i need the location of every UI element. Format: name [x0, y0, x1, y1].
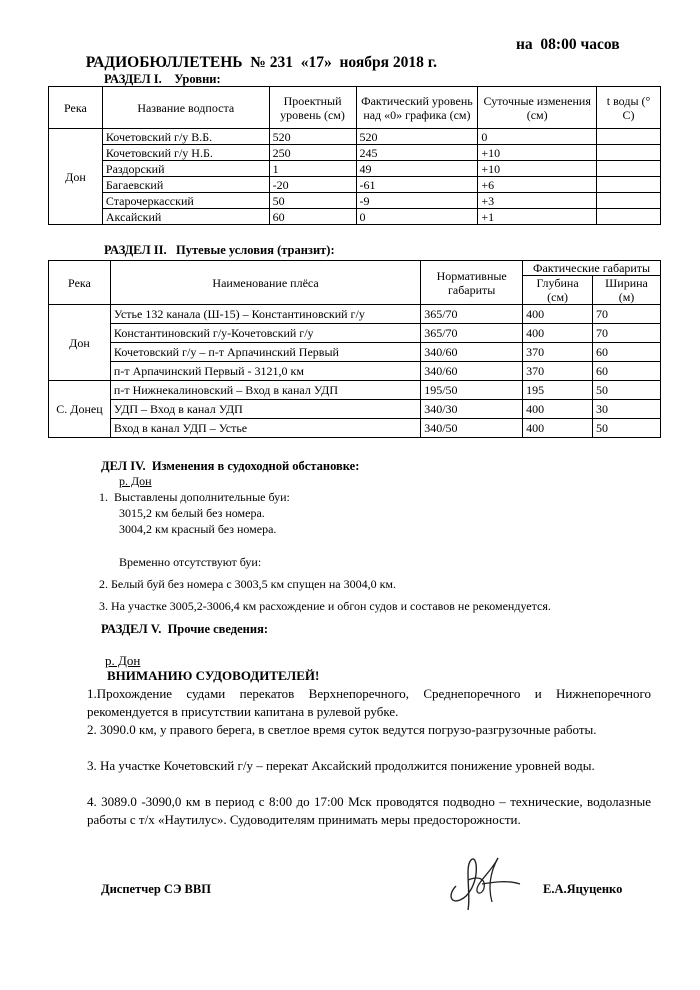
width-value: 70: [593, 324, 661, 343]
table-row: [49, 362, 661, 381]
section4-river: р. Дон: [119, 474, 152, 488]
col-river: Река: [49, 261, 111, 305]
table-row: [49, 129, 661, 145]
table-row: [49, 193, 661, 209]
section4-heading: ДЕЛ IV. Изменения в судоходной обстановке:: [101, 459, 360, 473]
bulletin-time: на 08:00 часов: [516, 36, 620, 53]
notice-1: 1.Прохождение судами перекатов Верхнепоречного, Среднепоречного и Нижнепоречного рекомендуется в присутствии капитана в рулевой рубке.: [87, 686, 651, 719]
table-row: [49, 419, 661, 438]
reach-name: п-т Арпачинский Первый - 3121,0 км: [110, 362, 420, 381]
col-post: Название водпоста: [102, 87, 269, 129]
col-depth: Глубина (см): [523, 276, 593, 305]
norm-dims: 340/30: [421, 400, 523, 419]
section4-item1a: 3015,2 км белый без номера.: [119, 506, 265, 520]
proj-level: 60: [269, 209, 356, 225]
col-temp: t воды (° С): [597, 87, 661, 129]
norm-dims: 340/50: [421, 419, 523, 438]
width-value: 60: [593, 343, 661, 362]
depth-value: 400: [523, 400, 593, 419]
notice-2: 2. 3090.0 км, у правого берега, в светлое время суток ведутся погрузо-разгрузочные работы.: [87, 722, 597, 737]
section4-item2: 2. Белый буй без номера с 3003,5 км спущен на 3004,0 км.: [99, 577, 397, 591]
depth-value: 195: [523, 381, 593, 400]
river-cell: Дон: [49, 129, 103, 225]
water-temp: [597, 145, 661, 161]
levels-table: [48, 86, 661, 225]
reach-name: Константиновский г/у-Кочетовский г/у: [110, 324, 420, 343]
fact-level: 0: [356, 209, 478, 225]
col-norm: Нормативные габариты: [421, 261, 523, 305]
attention-heading: ВНИМАНИЮ СУДОВОДИТЕЛЕЙ!: [107, 668, 320, 683]
water-temp: [597, 161, 661, 177]
post-name: Кочетовский г/у Н.Б.: [102, 145, 269, 161]
section4-item1: 1. Выставлены дополнительные буи:: [99, 490, 290, 504]
norm-dims: 195/50: [421, 381, 523, 400]
proj-level: 520: [269, 129, 356, 145]
width-value: 70: [593, 305, 661, 324]
signatory-name: Е.А.Яцуценко: [543, 882, 623, 896]
col-river: Река: [49, 87, 103, 129]
post-name: Багаевский: [102, 177, 269, 193]
norm-dims: 340/60: [421, 343, 523, 362]
table-row: [49, 145, 661, 161]
reach-name: п-т Нижнекалиновский – Вход в канал УДП: [110, 381, 420, 400]
section1-heading: РАЗДЕЛ I. Уровни:: [104, 72, 221, 86]
notice-3: 3. На участке Кочетовский г/у – перекат Аксайский продолжится понижение уровней воды.: [87, 758, 595, 773]
section5-heading: РАЗДЕЛ V. Прочие сведения:: [101, 622, 268, 636]
depth-value: 400: [523, 305, 593, 324]
river-cell: Дон: [49, 305, 111, 381]
table-row: [49, 400, 661, 419]
reach-name: УДП – Вход в канал УДП: [110, 400, 420, 419]
col-fact: Фактические габариты: [523, 261, 661, 276]
section4-missing: Временно отсутствуют буи:: [119, 555, 262, 569]
level-change: 0: [478, 129, 597, 145]
reach-name: Кочетовский г/у – п-т Арпачинский Первый: [110, 343, 420, 362]
col-reach: Наименование плёса: [110, 261, 420, 305]
level-change: +1: [478, 209, 597, 225]
bulletin-title-text: РАДИОБЮЛЛЕТЕНЬ № 231 «17» ноября 2018 г.: [85, 54, 437, 71]
width-value: 50: [593, 419, 661, 438]
section5-river: р. Дон: [105, 653, 141, 668]
section2-heading: РАЗДЕЛ II. Путевые условия (транзит):: [104, 243, 335, 257]
table-row: [49, 324, 661, 343]
notice-4: 4. 3089.0 -3090,0 км в период с 8:00 до 17:00 Мск проводятся подводно – технические, водолазные работы с т/х «Наутилус». Судоводителям принимать меры предосторожности.: [87, 794, 651, 827]
water-temp: [597, 129, 661, 145]
col-width: Ширина (м): [593, 276, 661, 305]
col-fact: Фактический уровень над «0» графика (см): [356, 87, 478, 129]
signature-image: [438, 850, 548, 918]
depth-value: 400: [523, 419, 593, 438]
table-row: [49, 209, 661, 225]
table-row: [49, 177, 661, 193]
dispatcher-title: Диспетчер СЭ ВВП: [101, 882, 211, 896]
level-change: +10: [478, 161, 597, 177]
water-temp: [597, 177, 661, 193]
level-change: +10: [478, 145, 597, 161]
norm-dims: 365/70: [421, 324, 523, 343]
post-name: Раздорский: [102, 161, 269, 177]
col-change: Суточные изменения (см): [478, 87, 597, 129]
level-change: +3: [478, 193, 597, 209]
fact-level: 49: [356, 161, 478, 177]
section4-item3: 3. На участке 3005,2-3006,4 км расхождение и обгон судов и составов не рекомендуется.: [99, 599, 551, 613]
norm-dims: 340/60: [421, 362, 523, 381]
table-row: [49, 381, 661, 400]
proj-level: 250: [269, 145, 356, 161]
depth-value: 400: [523, 324, 593, 343]
col-proj: Проектный уровень (см): [269, 87, 356, 129]
post-name: Старочеркасский: [102, 193, 269, 209]
post-name: Аксайский: [102, 209, 269, 225]
fact-level: 520: [356, 129, 478, 145]
fact-level: -9: [356, 193, 478, 209]
depth-value: 370: [523, 343, 593, 362]
table-row: [49, 161, 661, 177]
level-change: +6: [478, 177, 597, 193]
proj-level: -20: [269, 177, 356, 193]
post-name: Кочетовский г/у В.Б.: [102, 129, 269, 145]
section4-item1b: 3004,2 км красный без номера.: [119, 522, 277, 536]
transit-table: [48, 260, 661, 438]
fact-level: -61: [356, 177, 478, 193]
fact-level: 245: [356, 145, 478, 161]
river-cell: С. Донец: [49, 381, 111, 438]
water-temp: [597, 209, 661, 225]
width-value: 30: [593, 400, 661, 419]
reach-name: Вход в канал УДП – Устье: [110, 419, 420, 438]
norm-dims: 365/70: [421, 305, 523, 324]
table-row: [49, 343, 661, 362]
proj-level: 50: [269, 193, 356, 209]
depth-value: 370: [523, 362, 593, 381]
width-value: 60: [593, 362, 661, 381]
table-row: [49, 305, 661, 324]
width-value: 50: [593, 381, 661, 400]
water-temp: [597, 193, 661, 209]
reach-name: Устье 132 канала (Ш-15) – Константиновский г/у: [110, 305, 420, 324]
proj-level: 1: [269, 161, 356, 177]
